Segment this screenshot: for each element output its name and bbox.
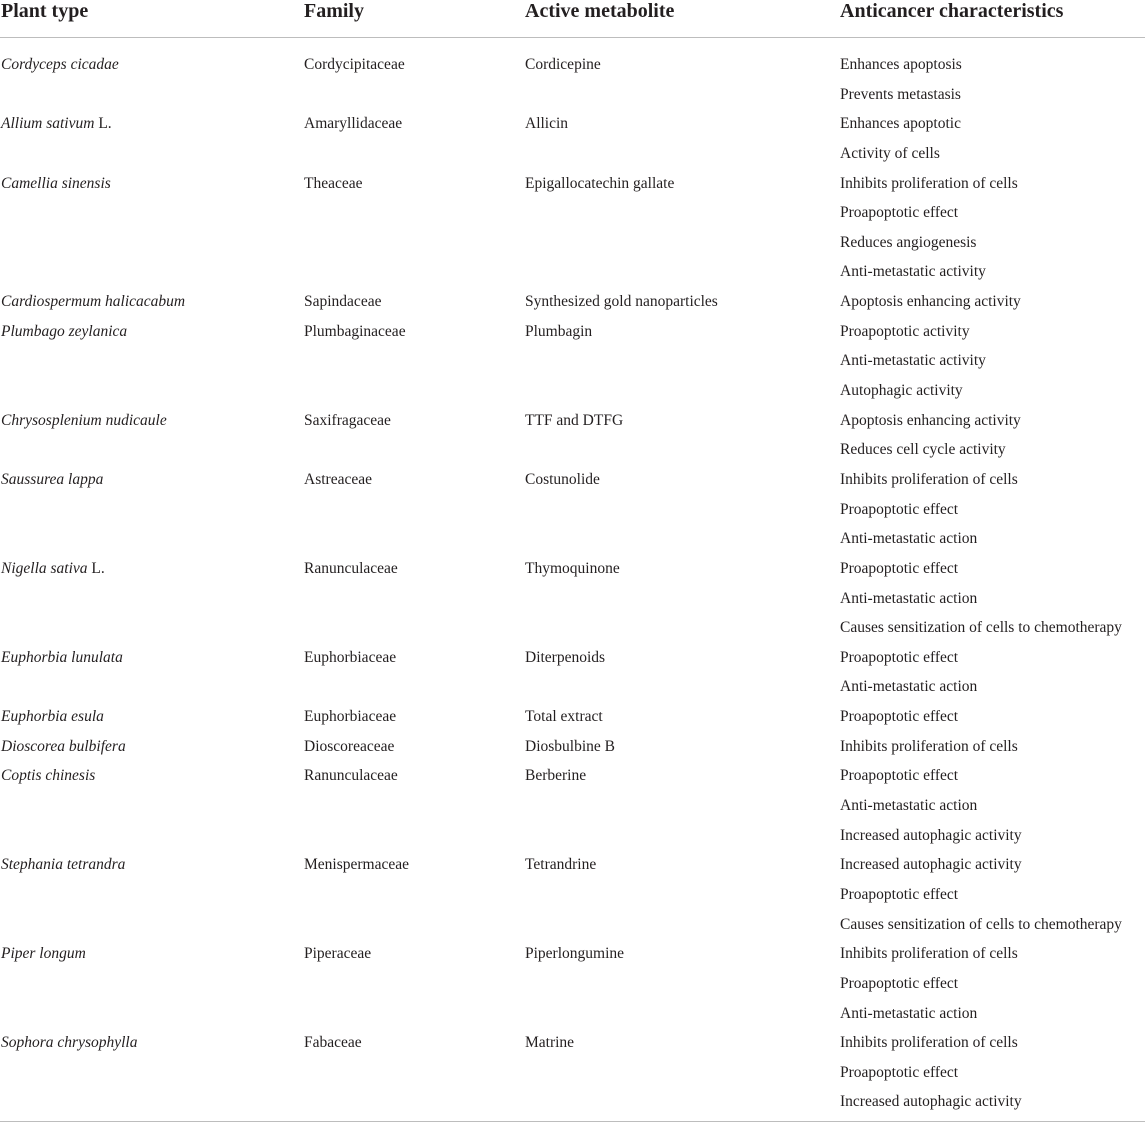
header-family: Family bbox=[303, 0, 524, 38]
family-cell: Ranunculaceae bbox=[304, 559, 398, 577]
plant-name: Euphorbia esula bbox=[1, 708, 104, 726]
characteristic-line: Anti-metastatic activity bbox=[840, 352, 986, 370]
table-row bbox=[0, 109, 1145, 168]
plant-name: Dioscorea bulbifera bbox=[1, 737, 126, 755]
plant-type-cell bbox=[0, 939, 303, 1028]
plant-author-suffix: L. bbox=[94, 115, 112, 133]
family-cell: Ranunculaceae bbox=[304, 767, 398, 785]
characteristics-cell bbox=[839, 465, 1145, 554]
characteristic-line: Anti-metastatic action bbox=[840, 530, 978, 548]
table-row bbox=[0, 850, 1145, 939]
characteristic-line: Inhibits proliferation of cells bbox=[840, 470, 1018, 488]
family-cell: Dioscoreaceae bbox=[304, 737, 395, 755]
characteristic-line: Proapoptotic effect bbox=[840, 648, 959, 666]
characteristic-line: Causes sensitization of cells to chemotherapy bbox=[840, 619, 1122, 637]
characteristics-cell bbox=[839, 850, 1145, 939]
characteristics-cell bbox=[839, 732, 1145, 762]
characteristic-line: Proapoptotic activity bbox=[840, 322, 970, 340]
family-cell: Euphorbiaceae bbox=[304, 648, 397, 666]
characteristic-line: Causes sensitization of cells to chemotherapy bbox=[840, 915, 1122, 933]
plant-name: Saussurea lappa bbox=[1, 470, 104, 488]
characteristic-line: Autophagic activity bbox=[840, 382, 963, 400]
characteristic-line: Apoptosis enhancing activity bbox=[840, 293, 1021, 311]
table-body bbox=[0, 38, 1145, 1118]
table-row bbox=[0, 169, 1145, 288]
plant-type-cell bbox=[0, 406, 303, 465]
characteristic-line: Prevents metastasis bbox=[840, 85, 961, 103]
family-cell: Amaryllidaceae bbox=[304, 115, 403, 133]
plant-name: Piper longum bbox=[1, 945, 86, 963]
plant-name: Euphorbia lunulata bbox=[1, 648, 123, 666]
characteristic-line: Proapoptotic effect bbox=[840, 1063, 959, 1081]
characteristic-line: Proapoptotic effect bbox=[840, 559, 959, 577]
table-row bbox=[0, 465, 1145, 554]
plant-author-suffix: L. bbox=[87, 559, 105, 577]
characteristic-line: Anti-metastatic activity bbox=[840, 263, 986, 281]
metabolite-cell: Costunolide bbox=[525, 470, 600, 488]
characteristics-cell bbox=[839, 554, 1145, 643]
plant-name: Nigella sativa bbox=[1, 559, 88, 577]
characteristic-line: Proapoptotic effect bbox=[840, 885, 959, 903]
characteristic-line: Proapoptotic effect bbox=[840, 974, 959, 992]
metabolite-cell: Diterpenoids bbox=[525, 648, 606, 666]
characteristic-line: Apoptosis enhancing activity bbox=[840, 411, 1021, 429]
family-cell: Sapindaceae bbox=[304, 293, 382, 311]
characteristics-cell bbox=[839, 1028, 1145, 1117]
characteristics-cell bbox=[839, 38, 1145, 110]
table-bottom-rule bbox=[0, 1121, 1145, 1122]
characteristic-line: Reduces angiogenesis bbox=[840, 233, 977, 251]
characteristic-line: Proapoptotic effect bbox=[840, 708, 959, 726]
plant-name: Coptis chinesis bbox=[1, 767, 96, 785]
characteristic-line: Anti-metastatic action bbox=[840, 1004, 978, 1022]
table-row bbox=[0, 406, 1145, 465]
plant-type-cell bbox=[0, 169, 303, 288]
plant-name: Sophora chrysophylla bbox=[1, 1034, 138, 1052]
characteristics-cell bbox=[839, 939, 1145, 1028]
characteristics-cell bbox=[839, 317, 1145, 406]
characteristic-line: Inhibits proliferation of cells bbox=[840, 174, 1018, 192]
characteristics-cell bbox=[839, 287, 1145, 317]
plant-type-cell bbox=[0, 465, 303, 554]
family-cell: Piperaceae bbox=[304, 945, 372, 963]
plant-type-cell bbox=[0, 287, 303, 317]
characteristic-line: Proapoptotic effect bbox=[840, 204, 959, 222]
metabolite-cell: Matrine bbox=[525, 1034, 575, 1052]
characteristic-line: Increased autophagic activity bbox=[840, 856, 1022, 874]
characteristic-line: Inhibits proliferation of cells bbox=[840, 737, 1018, 755]
characteristics-cell bbox=[839, 109, 1145, 168]
plant-type-cell bbox=[0, 850, 303, 939]
plant-type-cell bbox=[0, 643, 303, 702]
metabolite-cell: Plumbagin bbox=[525, 322, 593, 340]
characteristic-line: Increased autophagic activity bbox=[840, 826, 1022, 844]
metabolite-cell: Thymoquinone bbox=[525, 559, 620, 577]
plant-name: Cardiospermum halicacabum bbox=[1, 293, 186, 311]
header-plant-type: Plant type bbox=[0, 0, 303, 38]
table-row bbox=[0, 761, 1145, 850]
plant-type-cell bbox=[0, 761, 303, 850]
family-cell: Cordycipitaceae bbox=[304, 56, 405, 73]
header-active-metabolite: Active metabolite bbox=[524, 0, 839, 38]
plant-name: Cordyceps cicadae bbox=[1, 56, 119, 73]
characteristic-line: Anti-metastatic action bbox=[840, 589, 978, 607]
characteristics-cell bbox=[839, 643, 1145, 702]
metabolite-cell: Piperlongumine bbox=[525, 945, 625, 963]
table-row bbox=[0, 732, 1145, 762]
plant-type-cell bbox=[0, 702, 303, 732]
metabolite-cell: Epigallocatechin gallate bbox=[525, 174, 675, 192]
characteristic-line: Inhibits proliferation of cells bbox=[840, 1034, 1018, 1052]
plant-name: Stephania tetrandra bbox=[1, 856, 126, 874]
metabolite-cell: Diosbulbine B bbox=[525, 737, 615, 755]
characteristic-line: Reduces cell cycle activity bbox=[840, 441, 1006, 459]
plant-name: Allium sativum bbox=[1, 115, 95, 133]
metabolite-cell: Total extract bbox=[525, 708, 603, 726]
metabolite-cell: Cordicepine bbox=[525, 56, 601, 73]
plant-name: Plumbago zeylanica bbox=[1, 322, 128, 340]
metabolite-cell: Allicin bbox=[525, 115, 569, 133]
family-cell: Astreaceae bbox=[304, 470, 372, 488]
plant-type-cell bbox=[0, 109, 303, 168]
table-row bbox=[0, 317, 1145, 406]
metabolite-cell: Berberine bbox=[525, 767, 587, 785]
characteristic-line: Activity of cells bbox=[840, 144, 940, 162]
plant-type-cell bbox=[0, 317, 303, 406]
table-row bbox=[0, 38, 1145, 110]
plant-type-cell bbox=[0, 38, 303, 110]
metabolite-cell: TTF and DTFG bbox=[525, 411, 624, 429]
table-header-row bbox=[0, 0, 1145, 38]
plant-type-cell bbox=[0, 732, 303, 762]
table-row bbox=[0, 287, 1145, 317]
characteristic-line: Enhances apoptotic bbox=[840, 115, 961, 133]
characteristic-line: Increased autophagic activity bbox=[840, 1093, 1022, 1111]
characteristic-line: Proapoptotic effect bbox=[840, 500, 959, 518]
table-row bbox=[0, 554, 1145, 643]
characteristic-line: Enhances apoptosis bbox=[840, 56, 962, 73]
family-cell: Theaceae bbox=[304, 174, 363, 192]
family-cell: Euphorbiaceae bbox=[304, 708, 397, 726]
characteristics-cell bbox=[839, 761, 1145, 850]
characteristic-line: Anti-metastatic action bbox=[840, 678, 978, 696]
header-anticancer-characteristics: Anticancer characteristics bbox=[839, 0, 1145, 38]
characteristic-line: Proapoptotic effect bbox=[840, 767, 959, 785]
metabolite-cell: Synthesized gold nanoparticles bbox=[525, 293, 718, 311]
table-row bbox=[0, 702, 1145, 732]
metabolite-cell: Tetrandrine bbox=[525, 856, 597, 874]
plant-name: Chrysosplenium nudicaule bbox=[1, 411, 167, 429]
family-cell: Saxifragaceae bbox=[304, 411, 391, 429]
table-row bbox=[0, 1028, 1145, 1117]
plant-type-cell bbox=[0, 1028, 303, 1117]
family-cell: Fabaceae bbox=[304, 1034, 362, 1052]
plant-type-cell bbox=[0, 554, 303, 643]
characteristics-cell bbox=[839, 702, 1145, 732]
table-row bbox=[0, 643, 1145, 702]
plant-name: Camellia sinensis bbox=[1, 174, 111, 192]
family-cell: Plumbaginaceae bbox=[304, 322, 406, 340]
characteristic-line: Inhibits proliferation of cells bbox=[840, 945, 1018, 963]
family-cell: Menispermaceae bbox=[304, 856, 409, 874]
characteristics-cell bbox=[839, 406, 1145, 465]
characteristics-cell bbox=[839, 169, 1145, 288]
table-row bbox=[0, 939, 1145, 1028]
characteristic-line: Anti-metastatic action bbox=[840, 797, 978, 815]
